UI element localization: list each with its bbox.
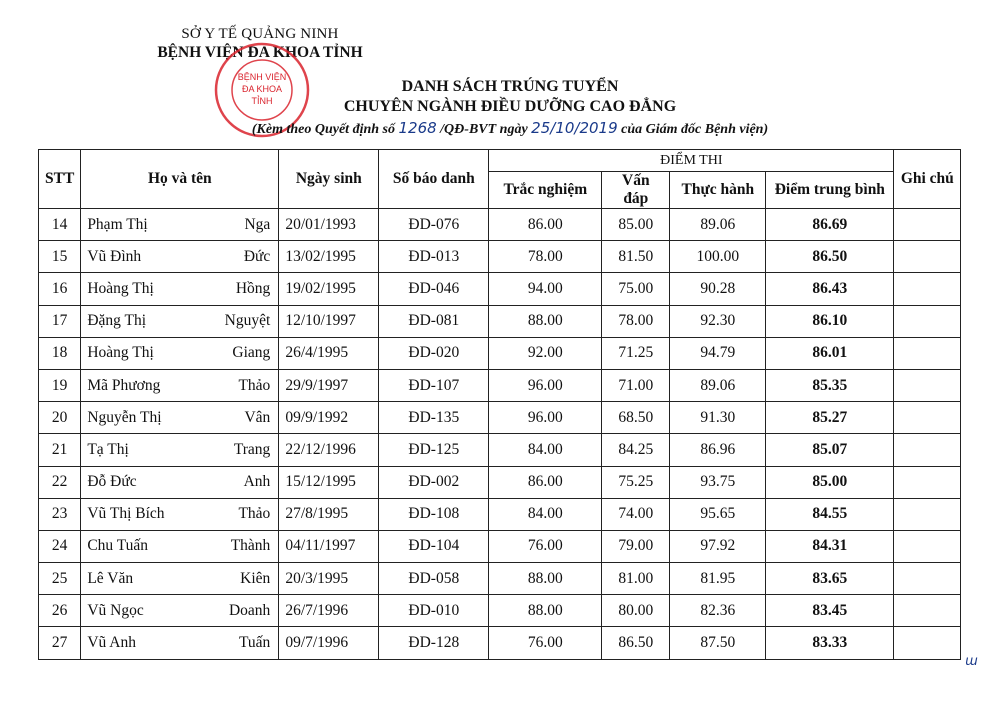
admission-list-table	[38, 149, 961, 660]
row-family-name: Hoàng Thị	[87, 279, 154, 297]
row-average-score: 83.33	[766, 627, 894, 659]
row-full-name	[81, 337, 279, 369]
table-row	[39, 402, 961, 434]
row-practice-score: 93.75	[670, 466, 766, 498]
row-given-name: Trang	[233, 440, 271, 458]
row-stt: 26	[39, 595, 81, 627]
row-given-name: Vân	[244, 408, 271, 426]
row-family-name: Đặng Thị	[87, 312, 147, 330]
row-average-score: 86.10	[766, 305, 894, 337]
row-mcq-score: 88.00	[489, 595, 602, 627]
row-full-name	[81, 209, 279, 241]
row-family-name: Nguyễn Thị	[87, 408, 162, 426]
row-dob: 15/12/1995	[279, 466, 379, 498]
row-candidate-number: ĐD-013	[379, 241, 489, 273]
row-dob: 20/3/1995	[279, 563, 379, 595]
row-mcq-score: 96.00	[489, 369, 602, 401]
row-family-name: Vũ Anh	[87, 634, 136, 652]
row-note	[894, 402, 961, 434]
table-row	[39, 595, 961, 627]
table-row	[39, 337, 961, 369]
row-average-score: 86.43	[766, 273, 894, 305]
row-dob: 26/7/1996	[279, 595, 379, 627]
row-note	[894, 305, 961, 337]
row-practice-score: 95.65	[670, 498, 766, 530]
row-stt: 27	[39, 627, 81, 659]
row-note	[894, 563, 961, 595]
row-oral-score: 71.25	[602, 337, 670, 369]
row-family-name: Chu Tuấn	[87, 537, 149, 555]
row-oral-score: 75.00	[602, 273, 670, 305]
row-mcq-score: 76.00	[489, 627, 602, 659]
row-family-name: Vũ Đình	[87, 247, 142, 265]
decision-prefix: (Kèm theo Quyết định số	[251, 122, 395, 137]
row-oral-score: 81.00	[602, 563, 670, 595]
row-average-score: 83.65	[766, 563, 894, 595]
row-stt: 15	[39, 241, 81, 273]
row-dob: 09/9/1992	[279, 402, 379, 434]
row-candidate-number: ĐD-108	[379, 498, 489, 530]
row-given-name: Hồng	[235, 279, 271, 297]
row-dob: 09/7/1996	[279, 627, 379, 659]
row-given-name: Tuấn	[239, 634, 271, 652]
row-family-name: Hoàng Thị	[87, 344, 154, 362]
row-family-name: Tạ Thị	[87, 440, 129, 458]
row-stt: 25	[39, 563, 81, 595]
row-dob: 04/11/1997	[279, 530, 379, 562]
seal-line-1: BỆNH VIỆN	[237, 72, 287, 82]
row-oral-score: 71.00	[602, 369, 670, 401]
row-oral-score: 84.25	[602, 434, 670, 466]
row-practice-score: 89.06	[670, 369, 766, 401]
table-row	[39, 563, 961, 595]
row-mcq-score: 88.00	[489, 305, 602, 337]
row-oral-score: 68.50	[602, 402, 670, 434]
seal-line-3: TỈNH	[251, 96, 273, 106]
row-given-name: Giang	[232, 344, 271, 362]
row-full-name	[81, 369, 279, 401]
row-candidate-number: ĐD-076	[379, 209, 489, 241]
row-candidate-number: ĐD-135	[379, 402, 489, 434]
row-mcq-score: 86.00	[489, 209, 602, 241]
row-mcq-score: 88.00	[489, 563, 602, 595]
row-dob: 13/02/1995	[279, 241, 379, 273]
table-row	[39, 530, 961, 562]
row-dob: 19/02/1995	[279, 273, 379, 305]
table-row	[39, 627, 961, 659]
row-dob: 20/01/1993	[279, 209, 379, 241]
row-dob: 22/12/1996	[279, 434, 379, 466]
row-given-name: Nga	[244, 215, 271, 233]
row-note	[894, 434, 961, 466]
row-mcq-score: 76.00	[489, 530, 602, 562]
row-stt: 21	[39, 434, 81, 466]
row-average-score: 85.07	[766, 434, 894, 466]
row-given-name: Nguyệt	[224, 312, 271, 330]
row-stt: 20	[39, 402, 81, 434]
row-practice-score: 90.28	[670, 273, 766, 305]
row-dob: 29/9/1997	[279, 369, 379, 401]
row-candidate-number: ĐD-010	[379, 595, 489, 627]
row-candidate-number: ĐD-058	[379, 563, 489, 595]
row-candidate-number: ĐD-104	[379, 530, 489, 562]
row-given-name: Thành	[230, 537, 271, 555]
row-family-name: Mã Phương	[87, 376, 161, 394]
row-note	[894, 241, 961, 273]
row-given-name: Anh	[243, 473, 271, 491]
table-row	[39, 466, 961, 498]
table-row	[39, 434, 961, 466]
row-oral-score: 75.25	[602, 466, 670, 498]
row-average-score: 85.00	[766, 466, 894, 498]
header-oral: Vấn đáp	[602, 172, 670, 209]
row-note	[894, 627, 961, 659]
row-practice-score: 86.96	[670, 434, 766, 466]
row-mcq-score: 84.00	[489, 498, 602, 530]
row-full-name	[81, 595, 279, 627]
row-family-name: Vũ Ngọc	[87, 601, 144, 619]
row-full-name	[81, 434, 279, 466]
row-note	[894, 530, 961, 562]
row-average-score: 85.27	[766, 402, 894, 434]
row-full-name	[81, 466, 279, 498]
row-mcq-score: 86.00	[489, 466, 602, 498]
row-practice-score: 82.36	[670, 595, 766, 627]
row-practice-score: 87.50	[670, 627, 766, 659]
row-candidate-number: ĐD-128	[379, 627, 489, 659]
table-row	[39, 369, 961, 401]
header-practice: Thực hành	[670, 172, 766, 209]
decision-date: 25/10/2019	[531, 119, 618, 137]
row-practice-score: 81.95	[670, 563, 766, 595]
row-oral-score: 86.50	[602, 627, 670, 659]
row-given-name: Thảo	[238, 505, 271, 523]
row-average-score: 84.55	[766, 498, 894, 530]
row-practice-score: 91.30	[670, 402, 766, 434]
document-title-block	[230, 78, 790, 138]
seal-line-2: ĐA KHOA	[241, 84, 283, 94]
row-mcq-score: 92.00	[489, 337, 602, 369]
decision-number: 1268	[398, 119, 437, 137]
header-score-group: ĐIỂM THI	[489, 150, 894, 172]
row-mcq-score: 96.00	[489, 402, 602, 434]
row-average-score: 86.50	[766, 241, 894, 273]
row-oral-score: 79.00	[602, 530, 670, 562]
header-dob: Ngày sinh	[279, 150, 379, 209]
header-name: Họ và tên	[81, 150, 279, 209]
header-stt: STT	[39, 150, 81, 209]
row-average-score: 83.45	[766, 595, 894, 627]
row-family-name: Vũ Thị Bích	[87, 505, 165, 523]
row-family-name: Đỗ Đức	[87, 473, 137, 491]
row-oral-score: 80.00	[602, 595, 670, 627]
row-stt: 17	[39, 305, 81, 337]
table-row	[39, 209, 961, 241]
title-line-2: CHUYÊN NGÀNH ĐIỀU DƯỠNG CAO ĐẲNG	[343, 98, 677, 115]
row-practice-score: 97.92	[670, 530, 766, 562]
row-family-name: Phạm Thị	[87, 215, 148, 233]
row-stt: 19	[39, 369, 81, 401]
header-avg: Điểm trung bình	[766, 172, 894, 209]
row-full-name	[81, 273, 279, 305]
row-candidate-number: ĐD-002	[379, 466, 489, 498]
row-given-name: Thảo	[238, 376, 271, 394]
initial-mark: ɯ	[965, 654, 978, 669]
table-row	[39, 305, 961, 337]
row-note	[894, 369, 961, 401]
decision-reference	[230, 119, 790, 138]
decision-suffix: của Giám đốc Bệnh viện)	[621, 122, 769, 137]
row-full-name	[81, 241, 279, 273]
table-row	[39, 498, 961, 530]
hospital-name: BỆNH VIỆN ĐA KHOA TỈNH	[157, 44, 363, 61]
header-row-1	[39, 150, 961, 172]
row-full-name	[81, 530, 279, 562]
row-note	[894, 273, 961, 305]
header-note: Ghi chú	[894, 150, 961, 209]
row-full-name	[81, 498, 279, 530]
row-average-score: 86.01	[766, 337, 894, 369]
department-name: SỞ Y TẾ QUẢNG NINH	[181, 26, 339, 42]
row-note	[894, 209, 961, 241]
row-mcq-score: 94.00	[489, 273, 602, 305]
row-full-name	[81, 627, 279, 659]
row-candidate-number: ĐD-125	[379, 434, 489, 466]
row-note	[894, 337, 961, 369]
row-practice-score: 100.00	[670, 241, 766, 273]
row-family-name: Lê Văn	[87, 569, 134, 587]
row-given-name: Doanh	[228, 601, 271, 619]
row-mcq-score: 78.00	[489, 241, 602, 273]
row-practice-score: 89.06	[670, 209, 766, 241]
table-row	[39, 241, 961, 273]
row-dob: 26/4/1995	[279, 337, 379, 369]
row-stt: 14	[39, 209, 81, 241]
row-stt: 16	[39, 273, 81, 305]
row-oral-score: 74.00	[602, 498, 670, 530]
row-oral-score: 81.50	[602, 241, 670, 273]
row-oral-score: 85.00	[602, 209, 670, 241]
decision-mid: /QĐ-BVT ngày	[440, 122, 528, 137]
row-dob: 27/8/1995	[279, 498, 379, 530]
row-candidate-number: ĐD-020	[379, 337, 489, 369]
row-candidate-number: ĐD-081	[379, 305, 489, 337]
row-mcq-score: 84.00	[489, 434, 602, 466]
row-candidate-number: ĐD-107	[379, 369, 489, 401]
row-note	[894, 595, 961, 627]
row-dob: 12/10/1997	[279, 305, 379, 337]
row-stt: 18	[39, 337, 81, 369]
table-row	[39, 273, 961, 305]
row-note	[894, 466, 961, 498]
row-candidate-number: ĐD-046	[379, 273, 489, 305]
row-full-name	[81, 563, 279, 595]
row-average-score: 84.31	[766, 530, 894, 562]
row-stt: 23	[39, 498, 81, 530]
row-given-name: Kiên	[240, 569, 271, 587]
row-practice-score: 92.30	[670, 305, 766, 337]
row-average-score: 85.35	[766, 369, 894, 401]
row-practice-score: 94.79	[670, 337, 766, 369]
row-full-name	[81, 305, 279, 337]
title-line-1: DANH SÁCH TRÚNG TUYỂN	[401, 78, 619, 95]
row-full-name	[81, 402, 279, 434]
header-mcq: Trắc nghiệm	[489, 172, 602, 209]
row-stt: 24	[39, 530, 81, 562]
row-average-score: 86.69	[766, 209, 894, 241]
row-given-name: Đức	[243, 247, 271, 265]
row-note	[894, 498, 961, 530]
row-stt: 22	[39, 466, 81, 498]
header-sbd: Số báo danh	[379, 150, 489, 209]
row-oral-score: 78.00	[602, 305, 670, 337]
